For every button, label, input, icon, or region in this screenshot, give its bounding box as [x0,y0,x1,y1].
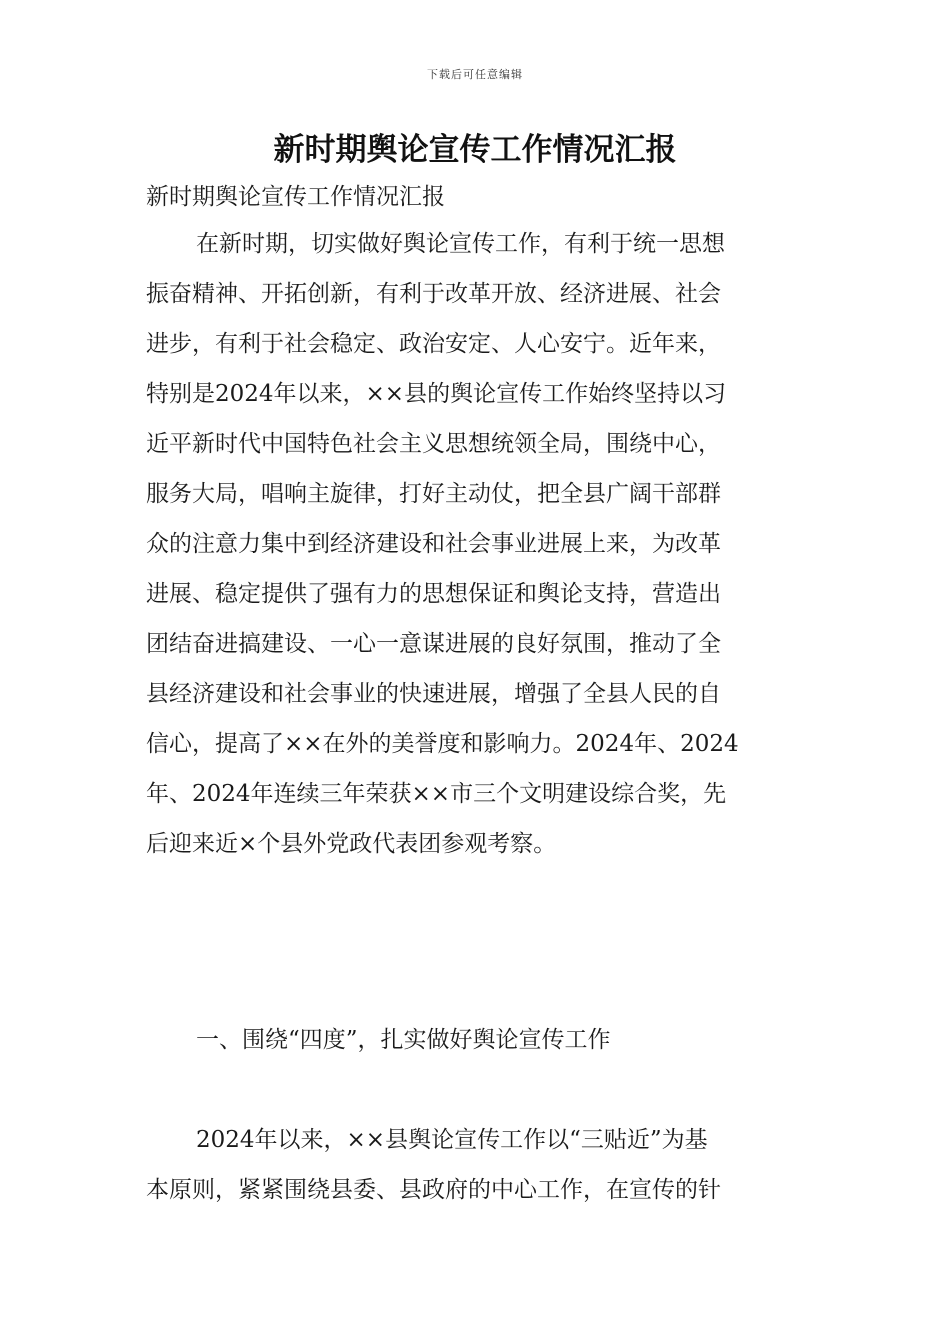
text-line: 众的注意力集中到经济建设和社会事业进展上来，为改革 [146,531,721,557]
text-line: 信心，提高了××在外的美誉度和影响力。2024年、2024 [146,731,739,757]
document-title: 新时期舆论宣传工作情况汇报 [273,132,677,168]
header-note: 下载后可任意编辑 [427,68,523,81]
text-line: 特别是2024年以来，××县的舆论宣传工作始终坚持以习 [146,381,727,407]
text-line: 团结奋进搞建设、一心一意谋进展的良好氛围，推动了全 [146,631,721,657]
paragraph-section1 [146,1120,806,1220]
text-line: 本原则，紧紧围绕县委、县政府的中心工作，在宣传的针 [146,1177,721,1203]
text-line: 服务大局，唱响主旋律，打好主动仗，把全县广阔干部群 [146,481,721,507]
text-line: 2024年以来，××县舆论宣传工作以“三贴近”为基 [196,1127,708,1153]
text-line: 县经济建设和社会事业的快速进展，增强了全县人民的自 [146,681,721,707]
text-line: 振奋精神、开拓创新，有利于改革开放、经济进展、社会 [146,281,721,307]
section-heading [146,1020,806,1070]
paragraph-intro [146,224,806,874]
text-line: 后迎来近×个县外党政代表团参观考察。 [146,831,557,857]
section-heading-text: 一、围绕“四度”，扎实做好舆论宣传工作 [196,1027,611,1053]
text-line: 近平新时代中国特色社会主义思想统领全局，围绕中心， [146,431,721,457]
text-line: 进步，有利于社会稳定、政治安定、人心安宁。近年来， [146,331,721,357]
text-line: 年、2024年连续三年荣获××市三个文明建设综合奖，先 [146,781,727,807]
document-subtitle: 新时期舆论宣传工作情况汇报 [146,184,445,210]
text-line: 在新时期，切实做好舆论宣传工作，有利于统一思想 [196,231,725,257]
text-line: 进展、稳定提供了强有力的思想保证和舆论支持，营造出 [146,581,721,607]
